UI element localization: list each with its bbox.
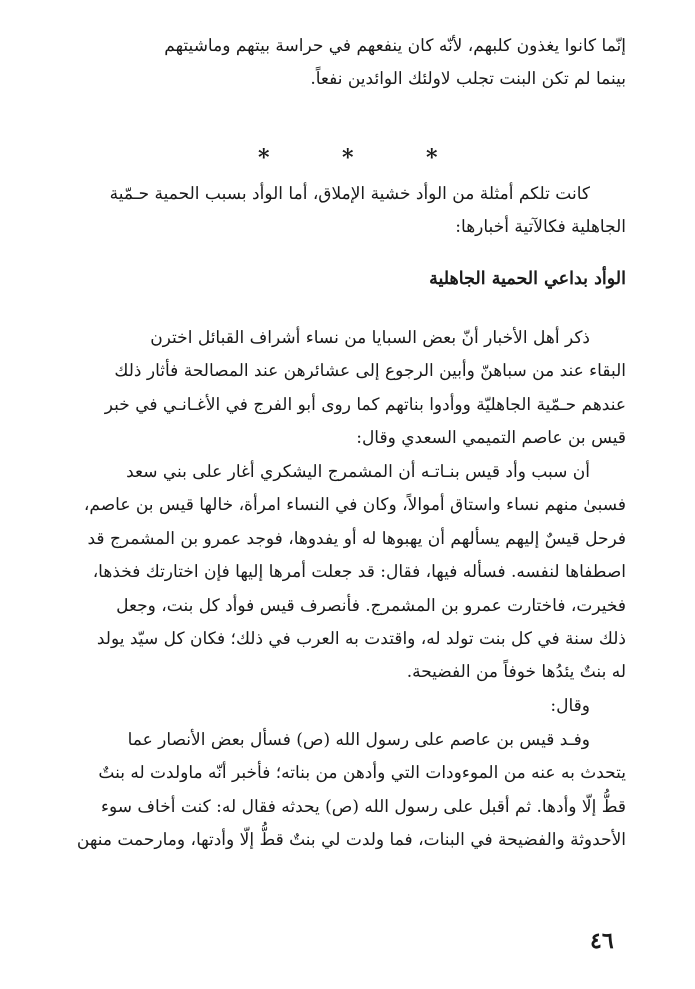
text-line: إنّما كانوا يغذون كلبهم، لأنّه كان ينفعهم في حراسة بيتهم وماشيتهم	[164, 36, 626, 56]
text-line: كانت تلكم أمثلة من الوأد خشية الإملاق، أما الوأد بسبب الحمية حـمّية	[109, 184, 590, 204]
section-heading: الوأد بداعي الحمية الجاهلية	[429, 269, 626, 289]
text-line: فرحل قيسٌ إليهم يسألهم أن يهبوها له أو يفدوها، فوجد عمرو بن المشمرج قد	[87, 528, 626, 549]
paragraph-2	[66, 456, 626, 690]
text-line: ذكر أهل الأخبار أنّ بعض السبايا من نساء أشراف القبائل اخترن	[150, 328, 590, 348]
text-line: وقال:	[550, 696, 590, 716]
text-line: قطُّ إلّا وأدها. ثم أقبل على رسول الله (ص) يحدثه فقال له: كنت أخاف سوء	[101, 796, 626, 817]
paragraph-4	[66, 724, 626, 858]
text-line: الجاهلية فكالآتية أخبارها:	[455, 217, 626, 238]
separator-star: *	[258, 145, 270, 171]
text-line: فخيرت، فاختارت عمرو بن المشمرج. فأنصرف قيس فوأد كل بنت، وجعل	[116, 595, 626, 616]
transition-paragraph	[66, 178, 626, 245]
text-line: قيس بن عاصم التميمي السعدي وقال:	[356, 428, 626, 449]
intro-paragraph	[66, 30, 626, 97]
text-line: بينما لم تكن البنت تجلب لاولئك الوائدين نفعاً.	[310, 69, 626, 90]
text-line: اصطفاها لنفسه. فسأله فيها، فقال: قد جعلت أمرها إليها فإن اختارتك فخذها،	[92, 562, 626, 583]
text-line: فسبىٰ منهم نساء واستاق أموالاً، وكان في النساء امرأة، خالها قيس بن عاصم،	[83, 495, 626, 516]
separator-star: *	[426, 145, 438, 171]
paragraph-3	[66, 690, 626, 723]
separator-star: *	[342, 145, 354, 171]
section-separator	[66, 146, 626, 170]
text-line: له بنتٌ يئدُها خوفاً من الفضيحة.	[406, 662, 626, 683]
text-line: البقاء عند من سباهنّ وأبين الرجوع إلى عشائرهن عند المصالحة فأثار ذلك	[114, 361, 626, 382]
text-line: وفـد قيس بن عاصم على رسول الله (ص) فسأل بعض الأنصار عما	[127, 730, 590, 750]
text-line: أن سبب وأد قيس بنـاتـه أن المشمرج اليشكري أغار على بني سعد	[126, 462, 590, 482]
text-line: الأحدوثة والفضيحة في البنات، فما ولدت لي بنتٌ قطُّ إلّا وأدتها، ومارحمت منهن	[76, 830, 626, 851]
paragraph-1	[66, 322, 626, 456]
page-number: ٤٦	[590, 928, 614, 954]
text-line: ذلك سنة في كل بنت تولد له، واقتدت به العرب في ذلك؛ فكان كل سيّد يولد	[96, 629, 626, 650]
text-line: يتحدث به عنه من الموءودات التي وأدهن من بناته؛ فأخبر أنّه ماولدت له بنتٌ	[98, 763, 626, 784]
text-line: عندهم حـمّية الجاهليّة ووأدوا بناتهم كما روى أبو الفرج في الأغـانـي في خبر	[104, 394, 626, 415]
